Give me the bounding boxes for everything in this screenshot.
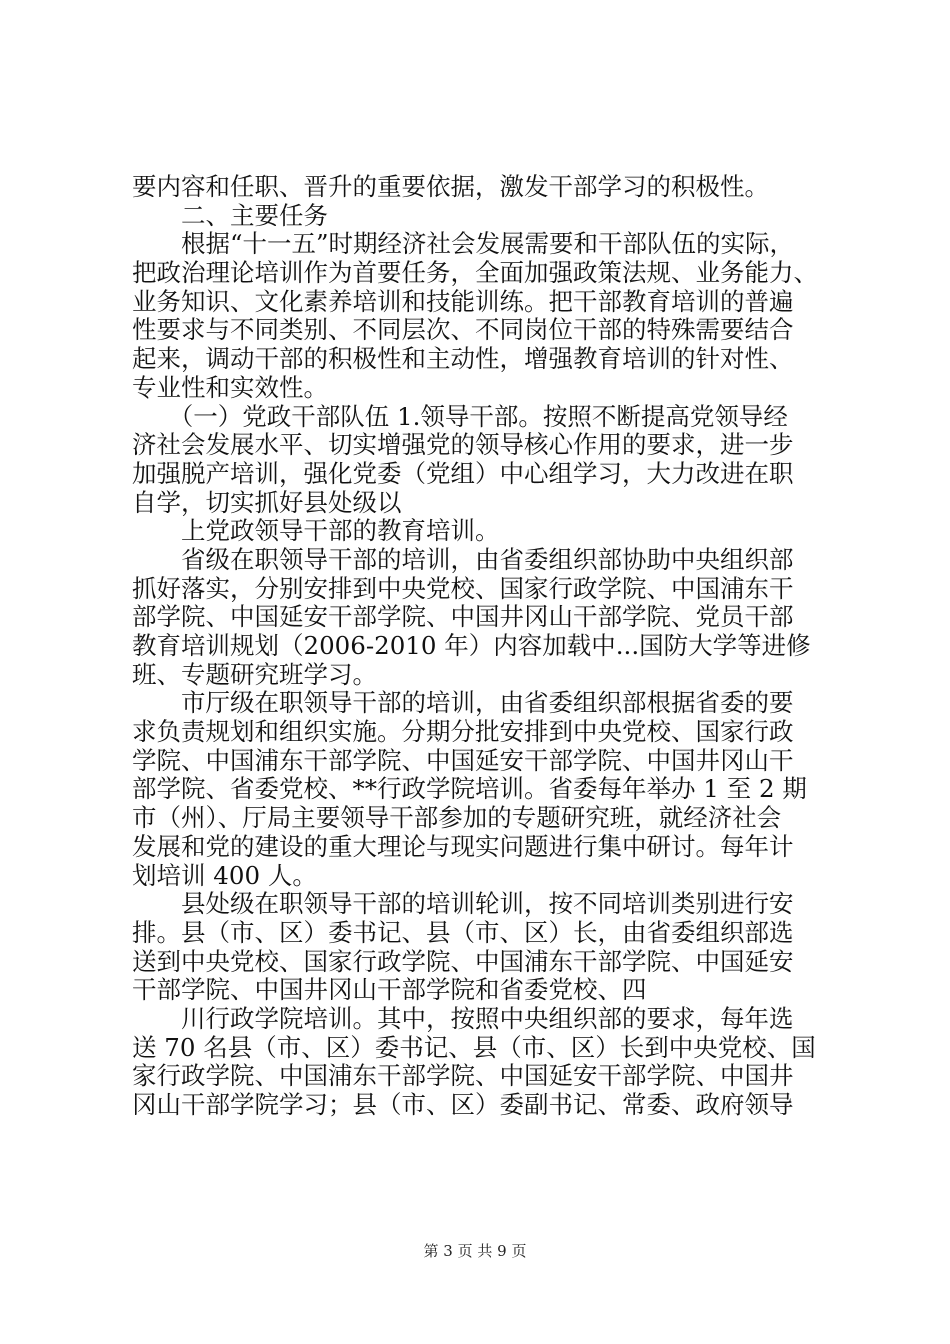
text-line: 业务知识、文化素养培训和技能训练。把干部教育培训的普遍: [132, 286, 794, 316]
text-line: 济社会发展水平、切实增强党的领导核心作用的要求，进一步: [132, 430, 794, 460]
text-line: 市（州）、厅局主要领导干部参加的专题研究班，就经济社会: [132, 803, 782, 833]
page-footer: 第 3 页 共 9 页: [423, 1242, 527, 1260]
text-line: 部学院、中国延安干部学院、中国井冈山干部学院、党员干部: [132, 602, 794, 632]
text-line: 学院、中国浦东干部学院、中国延安干部学院、中国井冈山干: [132, 745, 794, 775]
document-body: [132, 173, 832, 1120]
text-line: 求负责规划和组织实施。分期分批安排到中央党校、国家行政: [132, 717, 794, 747]
text-line: 自学，切实抓好县处级以: [132, 487, 402, 517]
text-line: 抓好落实，分别安排到中央党校、国家行政学院、中国浦东干: [132, 573, 794, 603]
text-line: 发展和党的建设的重大理论与现实问题进行集中研讨。每年计: [132, 831, 794, 861]
text-line: 加强脱产培训，强化党委（党组）中心组学习，大力改进在职: [132, 458, 794, 488]
text-line: 性要求与不同类别、不同层次、不同岗位干部的特殊需要结合: [132, 315, 794, 345]
text-line: 省级在职领导干部的培训，由省委组织部协助中央组织部: [132, 544, 794, 574]
text-line: 专业性和实效性。: [132, 372, 328, 402]
text-line: 班、专题研究班学习。: [132, 659, 377, 689]
text-line: 要内容和任职、晋升的重要依据，激发干部学习的积极性。: [132, 172, 769, 201]
text-line: 冈山干部学院学习；县（市、区）委副书记、常委、政府领导: [132, 1090, 794, 1119]
text-line: 根据“十一五”时期经济社会发展需要和干部队伍的实际，: [132, 229, 795, 259]
text-line: 市厅级在职领导干部的培训，由省委组织部根据省委的要: [132, 688, 794, 718]
text-line: 家行政学院、中国浦东干部学院、中国延安干部学院、中国井: [132, 1061, 794, 1091]
text-line: 二、主要任务: [132, 200, 328, 230]
text-line: 上党政领导干部的教育培训。: [132, 516, 500, 546]
text-line: 教育培训规划（2006-2010 年）内容加载中...国防大学等进修: [132, 631, 811, 660]
text-line: 干部学院、中国井冈山干部学院和省委党校、四: [132, 975, 647, 1005]
text-line: 川行政学院培训。其中，按照中央组织部的要求，每年选: [132, 1003, 794, 1033]
text-line: 部学院、省委党校、**行政学院培训。省委每年举办 1 至 2 期: [132, 774, 807, 804]
text-line: 送到中央党校、国家行政学院、中国浦东干部学院、中国延安: [132, 946, 794, 976]
text-line: 排。县（市、区）委书记、县（市、区）长，由省委组织部选: [132, 917, 794, 947]
text-line: 县处级在职领导干部的培训轮训，按不同培训类别进行安: [132, 889, 794, 919]
text-line: 划培训 400 人。: [132, 860, 317, 890]
text-line: 把政治理论培训作为首要任务，全面加强政策法规、业务能力、: [132, 258, 818, 288]
text-line: 送 70 名县（市、区）委书记、县（市、区）长到中央党校、国: [132, 1032, 816, 1062]
text-line: 起来，调动干部的积极性和主动性，增强教育培训的针对性、: [132, 344, 794, 374]
text-line: （一）党政干部队伍 1.领导干部。按照不断提高党领导经: [132, 401, 788, 431]
